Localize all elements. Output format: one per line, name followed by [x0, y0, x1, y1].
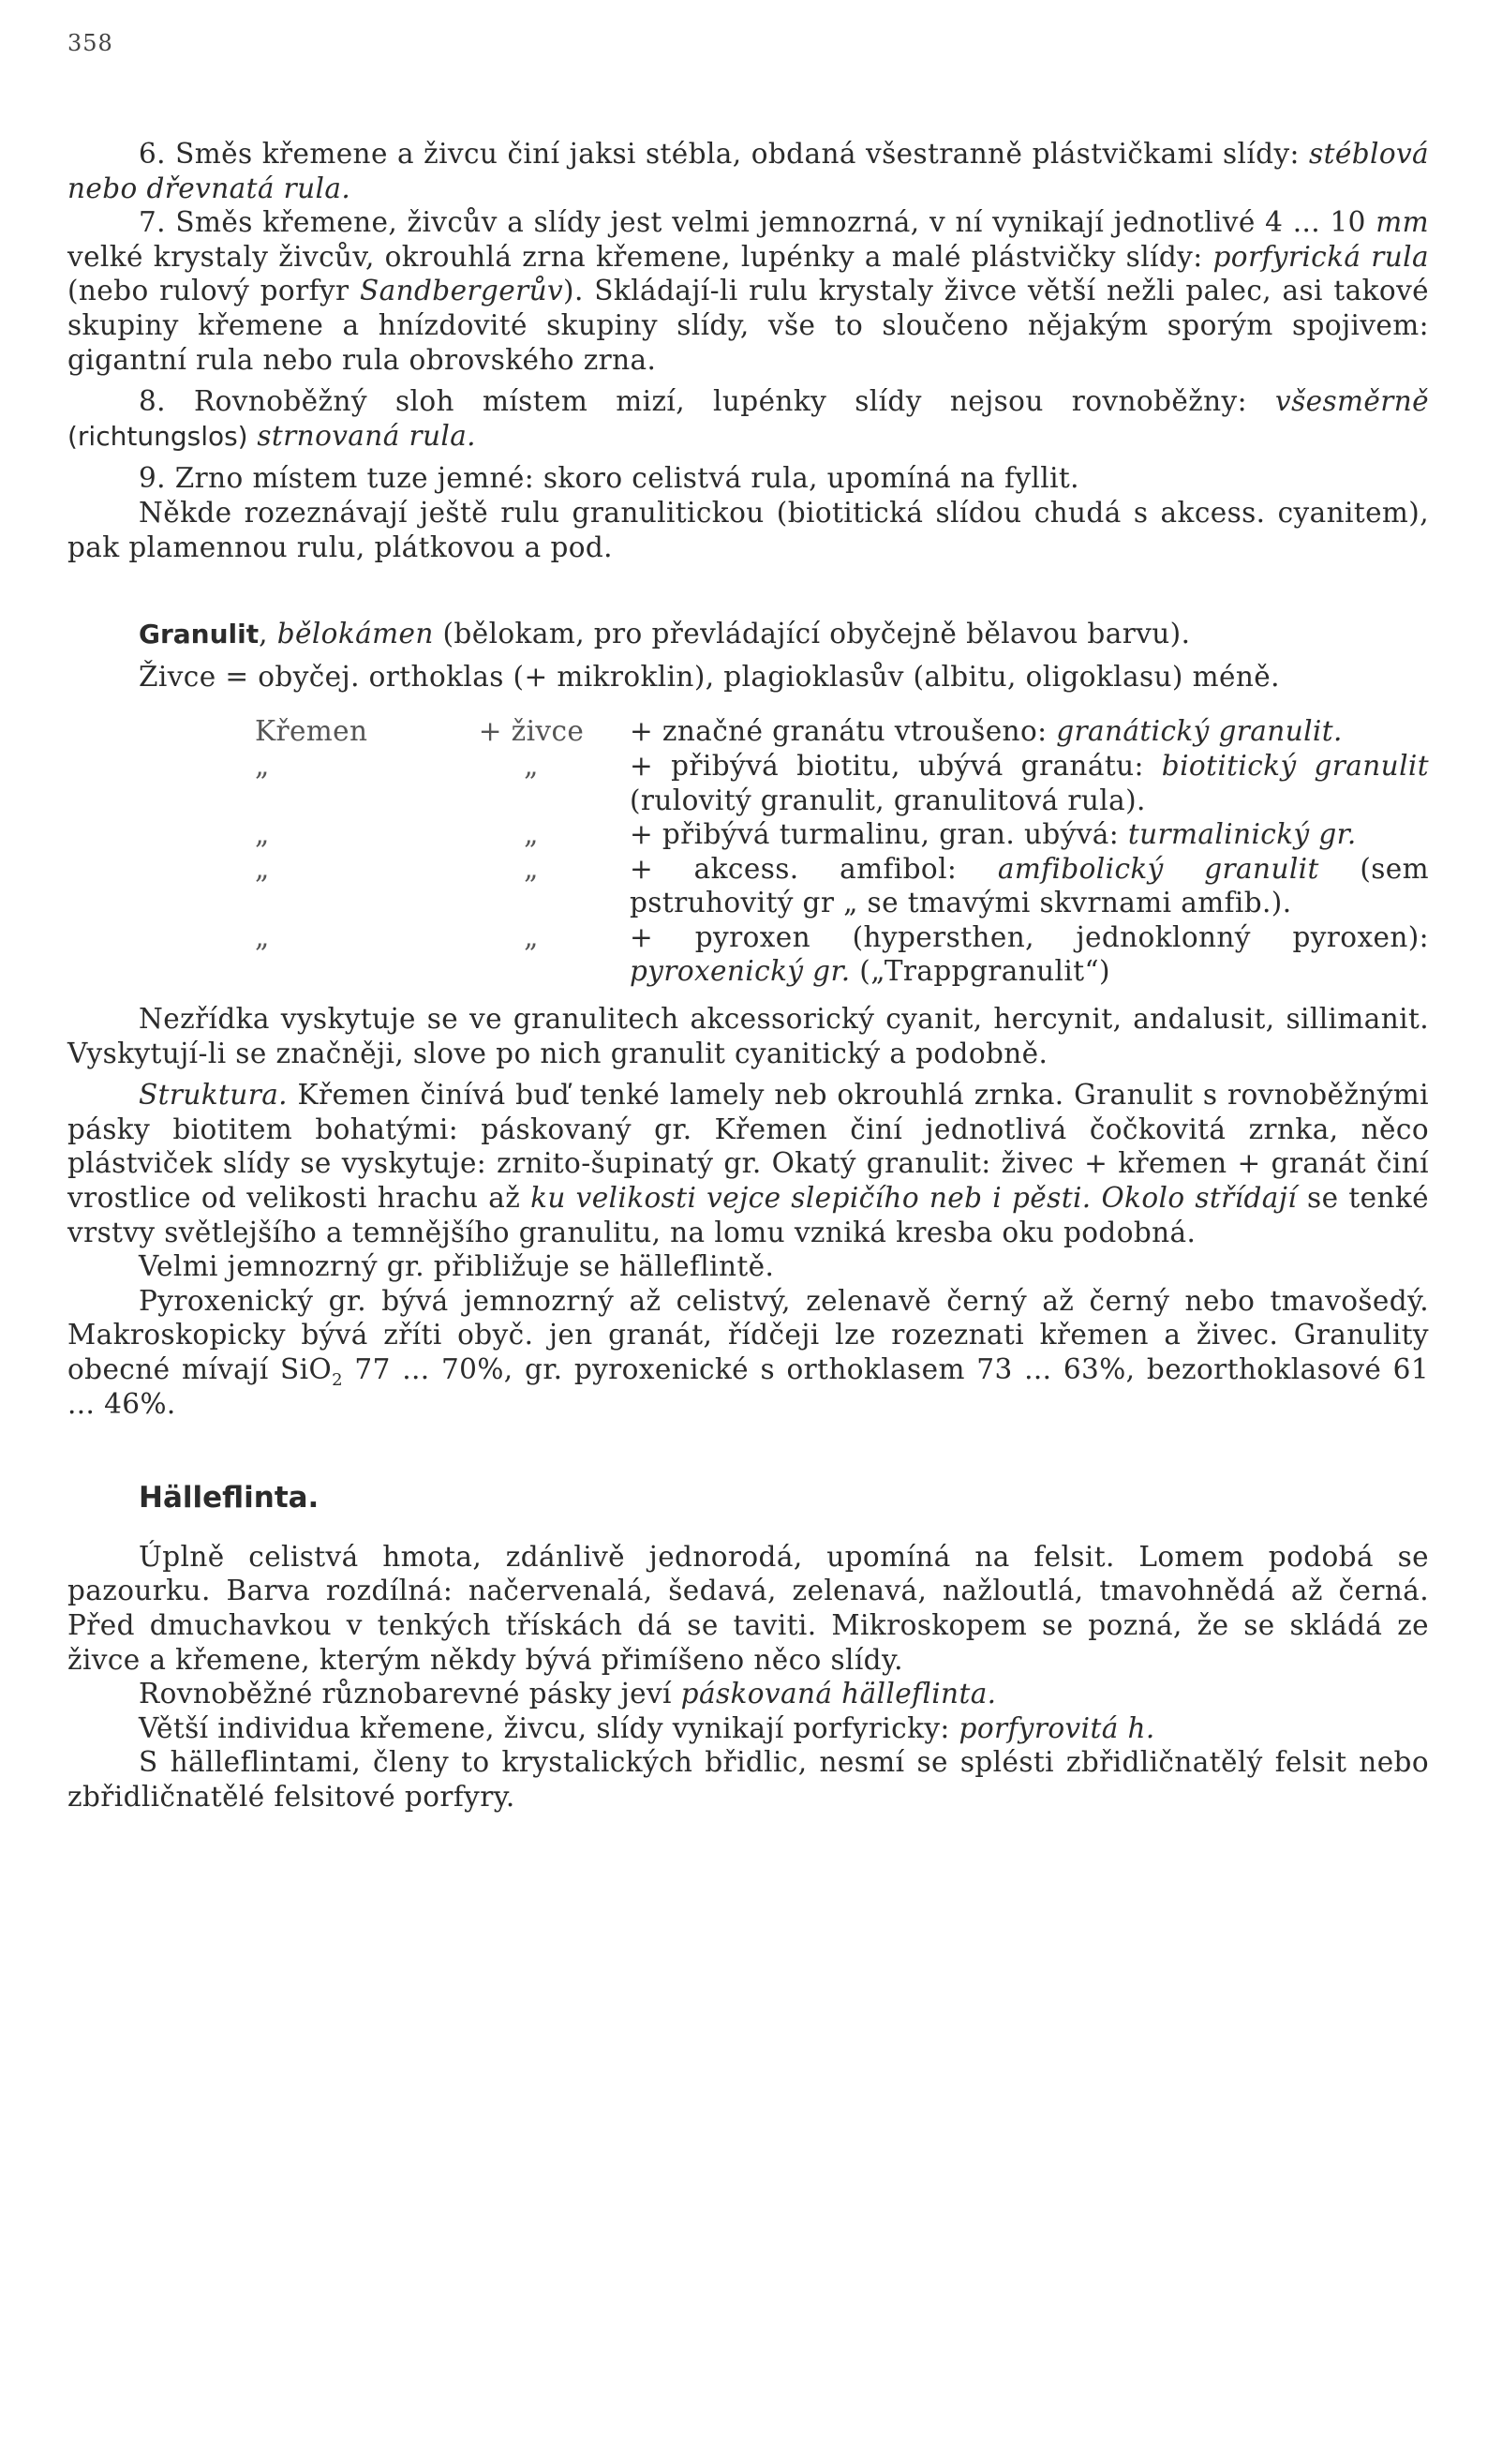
- halleflinta-paragraph-4: S hälleflintami, členy to krystalických břidlic, nesmí se splésti zbřidličnatělý felsit nebo zbřidličnatělé felsitové porfyry.: [67, 1746, 1429, 1813]
- item-number: 6.: [139, 138, 166, 170]
- item-9: [67, 461, 1429, 496]
- accessory-paragraph: Nezřídka vyskytuje se ve granulitech akcessorický cyanit, hercynit, andalusit, sillimanit. Vyskytují-li se značněji, slove po nich granulit cyanitický a podobně.: [67, 1003, 1429, 1069]
- row-description: + pyroxen (hypersthen, jednoklonný pyroxen): pyroxenický gr. („Trappgranulit“): [630, 920, 1429, 988]
- section-heading: Granulit: [139, 619, 260, 650]
- rock-term: strnovaná rula.: [257, 419, 476, 452]
- unit: mm: [1375, 206, 1430, 239]
- rock-term: páskovaná hälleflinta.: [680, 1678, 997, 1710]
- halleflinta-paragraph-1: Úplně celistvá hmota, zdánlivě jednorodá, upomíná na felsit. Lomem podobá se pazourku. Barva rozdílná: načervenalá, šedavá, zelenavá, nažloutlá, tmavohnědá až černá. Před dmuchavkou v tenkých třískách dá se taviti. Mikroskopem se pozná, že se skládá ze živce a křemene, kterým někdy bývá přimíšeno něco slídy.: [67, 1540, 1429, 1676]
- row-description: + akcess. amfibol: amfibolický granulit (sem pstruhovitý gr „ se tmavými skvrnami amfib.).: [630, 852, 1430, 919]
- composition-row: [67, 852, 1429, 920]
- row-description: + značné granátu vtroušeno: granátický granulit.: [630, 715, 1343, 748]
- item-7: [67, 205, 1429, 377]
- composition-row: [67, 714, 1429, 749]
- granulit-intro: Granulit, bělokámen (bělokam, pro převládající obyčejně bělavou barvu).: [139, 618, 1191, 650]
- item-text: Rovnoběžný sloh místem mizí, lupénky slídy nejsou rovnoběžny:: [194, 385, 1247, 418]
- row-addition: „: [524, 818, 539, 851]
- rock-term: bělokámen: [276, 618, 434, 650]
- row-addition: „: [524, 749, 539, 782]
- rock-term: porfyrická rula: [1212, 240, 1430, 273]
- item-number: 9.: [139, 462, 166, 495]
- row-description: + přibývá biotitu, ubývá granátu: biotitický granulit (rulovitý granulit, granulitová rula).: [630, 749, 1429, 816]
- row-addition: „: [524, 852, 539, 885]
- row-mineral: „: [255, 749, 270, 782]
- row-mineral: „: [255, 818, 270, 851]
- feldspar-paragraph: Živce = obyčej. orthoklas (+ mikroklin), plagioklasův (albitu, oligoklasu) méně.: [139, 660, 1280, 693]
- item-text: Zrno místem tuze jemné: skoro celistvá rula, upomíná na fyllit.: [174, 462, 1079, 495]
- page-number: 358: [67, 30, 113, 56]
- composition-row: [67, 749, 1429, 817]
- row-addition: + živce: [478, 715, 585, 748]
- item-text: (nebo rulový porfyr: [67, 275, 349, 307]
- row-mineral: Křemen: [255, 715, 368, 748]
- halleflinta-paragraph-2: Rovnoběžné různobarevné pásky jeví páskovaná hälleflinta.: [139, 1678, 997, 1710]
- item-text: Směs křemene a živcu činí jaksi stébla, obdaná všestranně plástvičkami slídy:: [175, 138, 1300, 170]
- row-addition: „: [524, 920, 539, 953]
- rock-term: všesměrně: [1275, 385, 1429, 418]
- rock-term: biotitický granulit: [1161, 749, 1429, 782]
- row-mineral: „: [255, 852, 270, 885]
- german-term: (richtungslos): [67, 420, 248, 452]
- item-text: ). Skládají-li rulu krystaly živce větší nežli palec, asi takové skupiny křemene a hnízdovité skupiny slídy, vše to sloučeno nějakým sporým spojivem: gigantní rula nebo rula obrovského zrna.: [67, 275, 1429, 376]
- item-number: 8.: [139, 385, 166, 418]
- composition-row: [67, 817, 1429, 852]
- composition-table: [67, 714, 1429, 989]
- rock-term: porfyrovitá h.: [959, 1711, 1155, 1744]
- rock-term: pyroxenický gr.: [630, 955, 851, 988]
- item-8: [67, 384, 1429, 454]
- rock-term: turmalinický gr.: [1127, 818, 1357, 851]
- row-mineral: „: [255, 920, 270, 953]
- item-number: 7.: [139, 206, 166, 239]
- row-description: + přibývá turmalinu, gran. ubývá: turmalinický gr.: [630, 818, 1357, 851]
- subscript: 2: [332, 1369, 343, 1390]
- halleflinta-paragraph-3: Větší individua křemene, živcu, slídy vynikají porfyricky: porfyrovitá h.: [139, 1711, 1155, 1744]
- halleflinta-heading: Hälleflinta.: [139, 1481, 320, 1516]
- item-text: Směs křemene, živcův a slídy jest velmi jemnozrná, v ní vynikají jednotlivé 4 ... 10: [175, 206, 1366, 239]
- item-text: velké krystaly živcův, okrouhlá zrna křemene, lupénky a malé plástvičky slídy:: [67, 240, 1203, 273]
- struktura-label: Struktura.: [139, 1079, 288, 1112]
- rock-term: granátický granulit.: [1056, 715, 1343, 748]
- author-name: Sandbergerův: [360, 275, 564, 307]
- rock-term: stéblová nebo dřevnatá rula.: [67, 138, 1430, 204]
- pyroxenic-paragraph: Pyroxenický gr. bývá jemnozrný až celistvý, zelenavě černý až černý nebo tmavošedý. Makroskopicky bývá zříti obyč. jen granát, řídčeji lze rozeznati křemen a živec. Granulity obecné mívají SiO$_2$ 77 ... 70%, gr. pyroxenické s orthoklasem 73 ... 63%, bezorthoklasové 61 ... 46%.: [67, 1284, 1429, 1420]
- fine-granulit-paragraph: Velmi jemnozrný gr. přibližuje se hälleflintě.: [139, 1250, 775, 1283]
- composition-row: [67, 920, 1429, 989]
- struktura-paragraph: Struktura. Křemen činívá buď tenké lamely neb okrouhlá zrnka. Granulit s rovnoběžnými pásky biotitem bohatými: páskovaný gr. Křemen činí jednotlivá čočkovitá zrnka, něco plástviček slídy se vyskytuje: zrnito-šupinatý gr. Okatý granulit: živec + křemen + granát činí vrostlice od velikosti hrachu až ku velikosti vejce slepičího neb i pěsti. Okolo střídají se tenké vrstvy světlejšího a temnějšího granulitu, na lomu vzniká kresba oku podobná.: [67, 1079, 1430, 1248]
- rula-note: Někde rozeznávají ještě rulu granulitickou (biotitická slídou chudá s akcess. cyanitem), pak plamennou rulu, plátkovou a pod.: [67, 496, 1429, 563]
- item-6: [67, 137, 1429, 205]
- rock-term: amfibolický granulit: [997, 852, 1319, 885]
- intro-text: (bělokam, pro převládající obyčejně bělavou barvu).: [442, 618, 1191, 650]
